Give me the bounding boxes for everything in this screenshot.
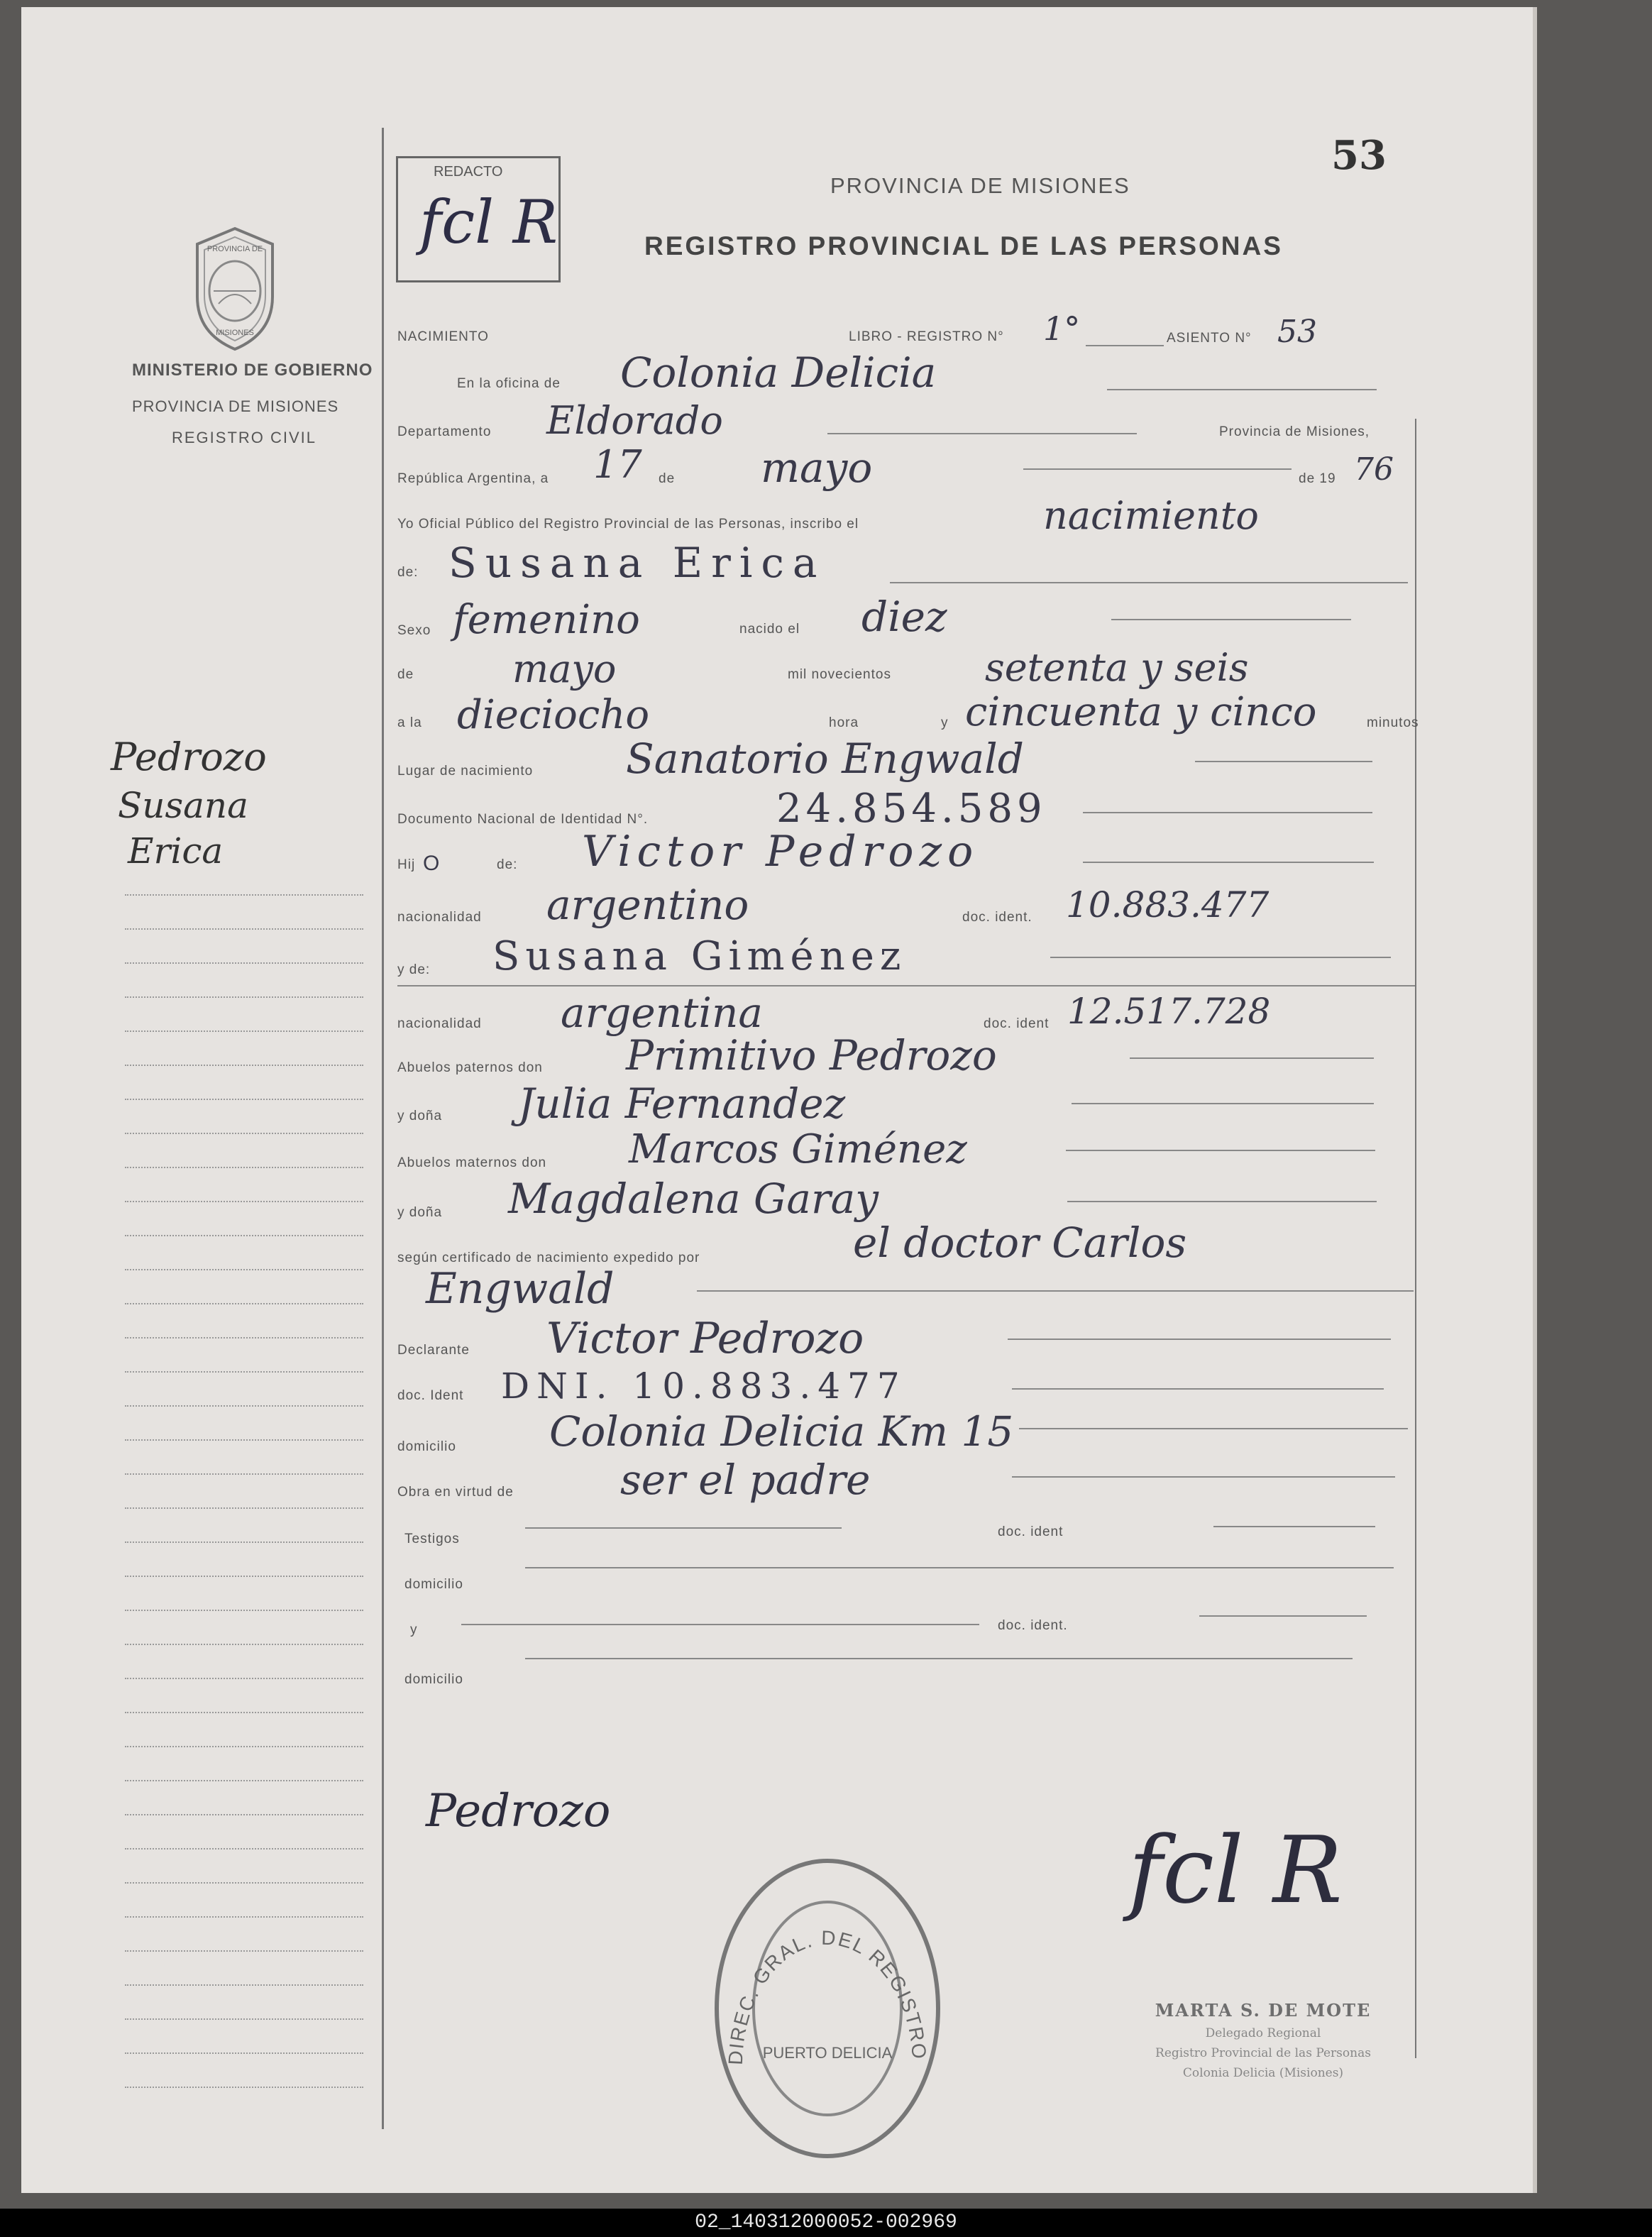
departamento-label: Departamento: [397, 424, 492, 439]
register-page: [21, 7, 1537, 2193]
ministry-line2: PROVINCIA DE MISIONES: [132, 397, 339, 415]
docident3-value: DNI. 10.883.477: [501, 1365, 907, 1407]
official-stamp-line3: Registro Provincial de las Personas: [1155, 2046, 1371, 2060]
departamento-value: Eldorado: [546, 398, 723, 443]
redacto-label: REDACTO: [434, 164, 503, 180]
abuela-materna-value: Magdalena Garay: [508, 1175, 879, 1223]
margin-rule-line: [125, 1201, 363, 1202]
margin-rule-line: [125, 1610, 363, 1611]
year-value: 76: [1354, 451, 1394, 488]
provincia-label: Provincia de Misiones,: [1219, 424, 1370, 439]
margin-rule-line: [125, 1780, 363, 1781]
province-header: PROVINCIA DE MISIONES: [830, 173, 1130, 198]
ydona2-label: y doña: [397, 1205, 443, 1220]
seal-text-bottom: MISIONES: [216, 329, 254, 337]
nacionalidad2-label: nacionalidad: [397, 1016, 482, 1031]
margin-rule-line: [125, 1814, 363, 1815]
margin-rule-line: [125, 996, 363, 998]
margin-rule-line: [125, 1133, 363, 1134]
abuelos-maternos-label: Abuelos maternos don: [397, 1155, 547, 1170]
minutos-label: minutos: [1367, 715, 1419, 730]
hora-value: dieciocho: [457, 692, 650, 738]
madre-value: Susana Giménez: [492, 933, 907, 979]
official-stamp-line2: Delegado Regional: [1205, 2026, 1321, 2040]
registry-stamp: [707, 1852, 948, 2168]
seal-text-top: PROVINCIA DE: [206, 245, 263, 253]
dni-value: 24.854.589: [776, 786, 1047, 832]
declarante-label: Declarante: [397, 1343, 470, 1358]
padre-value: Victor Pedrozo: [582, 827, 979, 876]
de2-label: de: [397, 667, 414, 682]
margin-rule-line: [125, 2087, 363, 2088]
abuelos-maternos-value: Marcos Giménez: [629, 1126, 967, 1172]
nacido-value: diez: [861, 593, 947, 641]
margin-rule-line: [125, 1473, 363, 1475]
margin-rule-line: [125, 1712, 363, 1713]
segun-label: según certificado de nacimiento expedido por: [397, 1251, 700, 1265]
segun-value-2: Engwald: [426, 1264, 615, 1314]
nacionalidad1-label: nacionalidad: [397, 910, 482, 925]
official-stamp-line1: MARTA S. DE MOTE: [1155, 2000, 1372, 2021]
margin-rule-line: [125, 1269, 363, 1270]
month-value: mayo: [761, 444, 873, 492]
margin-rule-line: [125, 928, 363, 930]
dni-label: Documento Nacional de Identidad N°.: [397, 812, 649, 827]
margin-rule-line: [125, 1371, 363, 1373]
margin-rule-line: [125, 1235, 363, 1236]
margin-rule-line: [125, 1541, 363, 1543]
sexo-value: femenino: [453, 597, 640, 643]
republica-label: República Argentina, a: [397, 471, 549, 486]
official-stamp: [1114, 2000, 1412, 2080]
margin-rule-line: [125, 1576, 363, 1577]
declarante-value: Victor Pedrozo: [546, 1314, 864, 1363]
hijo-label: Hij: [397, 857, 416, 872]
de-persona-label: de:: [397, 565, 419, 580]
stamp-center-text: PUERTO DELICIA: [762, 2044, 893, 2062]
minutos-value: cincuenta y cinco: [965, 689, 1317, 735]
ministry-line1: MINISTERIO DE GOBIERNO: [132, 361, 373, 380]
ministry-line3: REGISTRO CIVIL: [172, 429, 317, 446]
official-signature: fcl R: [1128, 1816, 1343, 1924]
abuela-paterna-value: Julia Fernandez: [518, 1079, 846, 1128]
lugar-label: Lugar de nacimiento: [397, 764, 534, 779]
month2-value: mayo: [512, 647, 617, 691]
inscribo-value: nacimiento: [1043, 493, 1259, 538]
y2-label: y: [410, 1622, 418, 1637]
declarante-signature: Pedrozo: [426, 1785, 611, 1837]
abuelos-paternos-label: Abuelos paternos don: [397, 1060, 543, 1075]
margin-rule-line: [125, 1030, 363, 1032]
oficina-label: En la oficina de: [457, 376, 561, 391]
margin-note-surname: Pedrozo: [111, 735, 267, 779]
asiento-value: 53: [1277, 314, 1317, 350]
hijo-de-label: de:: [497, 857, 518, 872]
de-year-label: de 19: [1299, 471, 1336, 486]
redacto-box: [396, 156, 561, 282]
domicilio3-label: domicilio: [404, 1672, 463, 1687]
abuelos-paternos-value: Primitivo Pedrozo: [626, 1031, 997, 1079]
margin-rule-line: [125, 1337, 363, 1339]
page-number: 53: [1331, 132, 1387, 179]
margin-rule-line: [125, 1507, 363, 1509]
margin-rule-line: [125, 1882, 363, 1884]
margin-rule-line: [125, 1099, 363, 1100]
ministry-seal: [182, 220, 288, 358]
scan-caption: 02_140312000052-002969: [0, 2209, 1652, 2237]
svg-text:DIREC. GRAL. DEL REGISTRO PROV: [707, 1852, 930, 2067]
nacionalidad2-value: argentina: [561, 989, 763, 1037]
day-value: 17: [593, 442, 642, 487]
sexo-label: Sexo: [397, 623, 431, 638]
domicilio-value: Colonia Delicia Km 15: [549, 1407, 1014, 1456]
left-form-rule: [382, 128, 384, 2129]
obra-value: ser el padre: [620, 1456, 871, 1504]
segun-value: el doctor Carlos: [853, 1219, 1187, 1267]
docident2-label: doc. ident: [984, 1016, 1050, 1031]
margin-rule-line: [125, 1405, 363, 1407]
nacido-label: nacido el: [739, 622, 800, 637]
margin-rule-line: [125, 1950, 363, 1952]
margin-rule-line: [125, 1167, 363, 1168]
obra-label: Obra en virtud de: [397, 1485, 514, 1500]
margin-rule-line: [125, 2052, 363, 2054]
margin-rule-line: [125, 1065, 363, 1066]
margin-rule-line: [125, 1644, 363, 1645]
lugar-value: Sanatorio Engwald: [626, 735, 1024, 783]
margin-note-name2: Erica: [128, 830, 224, 872]
nacionalidad1-value: argentino: [546, 881, 749, 929]
oficial-label: Yo Oficial Público del Registro Provincial de las Personas, inscribo el: [397, 517, 859, 532]
y-label: y: [941, 715, 949, 730]
nacimiento-label: NACIMIENTO: [397, 329, 489, 344]
margin-rule-line: [125, 1746, 363, 1747]
right-form-rule: [1415, 419, 1416, 2058]
hora-label: hora: [829, 715, 859, 730]
libro-value: 1°: [1043, 309, 1081, 348]
margin-rule-line: [125, 1678, 363, 1679]
ala-label: a la: [397, 715, 422, 730]
docident2-value: 12.517.728: [1067, 991, 1271, 1032]
oficina-value: Colonia Delicia: [620, 348, 937, 397]
redacto-initials: fcl R: [419, 187, 558, 257]
libro-label: LIBRO - REGISTRO N°: [849, 329, 1004, 344]
mil-label: mil novecientos: [788, 667, 891, 682]
official-stamp-line4: Colonia Delicia (Misiones): [1182, 2066, 1344, 2080]
persona-name-value: Susana Erica: [448, 539, 826, 587]
stamp-ring-text: DIREC. GRAL. DEL REGISTRO: [724, 1926, 931, 2066]
margin-rule-line: [125, 2018, 363, 2020]
margin-note-name1: Susana: [118, 785, 248, 826]
testigos-docident-label: doc. ident: [998, 1524, 1064, 1539]
margin-rule-line: [125, 1848, 363, 1849]
yde-label: y de:: [397, 962, 431, 977]
mil-value: setenta y seis: [985, 645, 1249, 690]
margin-rule-line: [125, 1916, 363, 1918]
docident1-value: 10.883.477: [1066, 884, 1270, 925]
testigos-docident2-label: doc. ident.: [998, 1618, 1068, 1633]
margin-rule-line: [125, 1984, 363, 1986]
hijo-suffix: O: [423, 852, 440, 875]
margin-rule-line: [125, 1303, 363, 1304]
ydona1-label: y doña: [397, 1109, 443, 1123]
registry-header: REGISTRO PROVINCIAL DE LAS PERSONAS: [644, 231, 1283, 260]
testigos-label: Testigos: [404, 1532, 460, 1546]
docident1-label: doc. ident.: [962, 910, 1032, 925]
margin-rule-line: [125, 894, 363, 896]
docident3-label: doc. Ident: [397, 1388, 464, 1403]
asiento-label: ASIENTO N°: [1167, 331, 1252, 346]
domicilio2-label: domicilio: [404, 1577, 463, 1592]
margin-rule-line: [125, 962, 363, 964]
de-label: de: [659, 471, 676, 486]
margin-rule-line: [125, 1439, 363, 1441]
domicilio-label: domicilio: [397, 1439, 456, 1454]
